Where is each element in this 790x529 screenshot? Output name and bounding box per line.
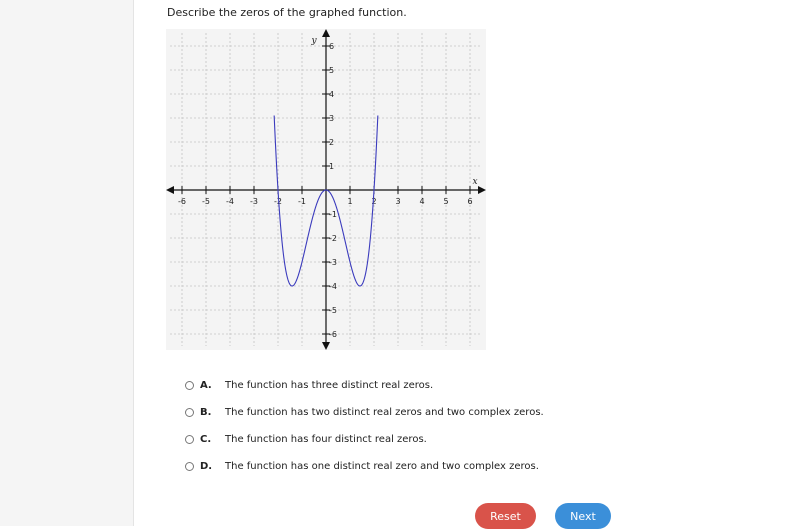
x-tick-label: 1 <box>347 197 353 206</box>
y-tick-label: 1 <box>329 162 335 171</box>
y-tick-label: -4 <box>329 282 337 291</box>
function-graph <box>166 29 486 350</box>
y-tick-label: -3 <box>329 258 337 267</box>
x-tick-label: 4 <box>419 197 425 206</box>
y-tick-label: 6 <box>329 42 335 51</box>
choice-b-letter: B. <box>200 407 212 418</box>
x-axis-label: x <box>472 177 478 187</box>
y-tick-label: -1 <box>329 210 337 219</box>
choice-a[interactable] <box>185 372 685 399</box>
graph-svg <box>166 29 486 350</box>
y-axis-label: y <box>311 36 317 46</box>
y-tick-label: 2 <box>329 138 335 147</box>
x-tick-label: -5 <box>202 197 210 206</box>
x-tick-label: -3 <box>250 197 258 206</box>
choice-d[interactable] <box>185 453 685 480</box>
y-tick-label: 3 <box>329 114 335 123</box>
choice-c-text: The function has four distinct real zeros. <box>225 434 427 445</box>
radio-c[interactable] <box>185 435 194 444</box>
choice-a-text: The function has three distinct real zeros. <box>225 380 434 391</box>
y-tick-label: 5 <box>329 66 335 75</box>
answer-choices <box>185 372 685 480</box>
radio-b[interactable] <box>185 408 194 417</box>
choice-d-text: The function has one distinct real zero and two complex zeros. <box>225 461 539 472</box>
choice-a-letter: A. <box>200 380 212 391</box>
y-tick-label: -2 <box>329 234 337 243</box>
choice-c-letter: C. <box>200 434 212 445</box>
next-button[interactable]: Next <box>555 503 611 529</box>
choice-c[interactable] <box>185 426 685 453</box>
choice-b-text: The function has two distinct real zeros and two complex zeros. <box>225 407 544 418</box>
x-tick-label: 6 <box>467 197 473 206</box>
x-tick-label: 2 <box>371 197 377 206</box>
x-tick-label: -4 <box>226 197 234 206</box>
left-sidebar <box>0 0 134 526</box>
y-tick-label: -5 <box>329 306 337 315</box>
question-prompt: Describe the zeros of the graphed function. <box>167 6 407 19</box>
x-tick-label: 3 <box>395 197 401 206</box>
x-tick-label: -6 <box>178 197 186 206</box>
reset-button[interactable]: Reset <box>475 503 536 529</box>
y-tick-label: -6 <box>329 330 337 339</box>
y-tick-label: 4 <box>329 90 335 99</box>
x-tick-label: -1 <box>298 197 306 206</box>
radio-d[interactable] <box>185 462 194 471</box>
radio-a[interactable] <box>185 381 194 390</box>
choice-b[interactable] <box>185 399 685 426</box>
x-tick-label: 5 <box>443 197 449 206</box>
x-tick-label: -2 <box>274 197 282 206</box>
choice-d-letter: D. <box>200 461 213 472</box>
